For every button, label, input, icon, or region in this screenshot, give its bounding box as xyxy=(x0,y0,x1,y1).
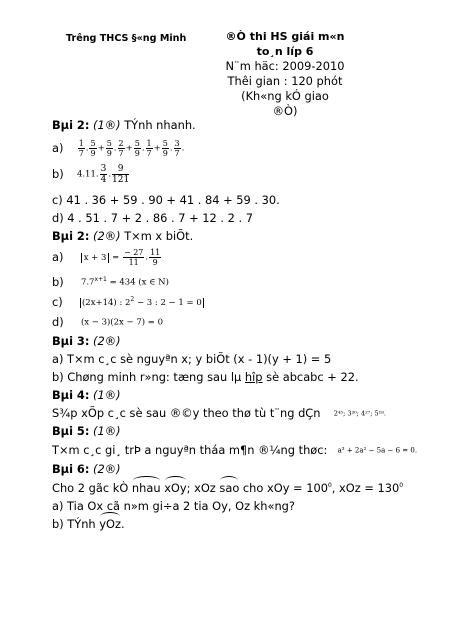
q1-c: c) 41 . 36 + 59 . 90 + 41 . 84 + 59 . 30. xyxy=(52,193,280,207)
q6-line1: Cho 2 gãc kÒ nhau xOy; xOz sao cho xOy = $100^0$, xOz = $130^0$ xyxy=(52,481,404,495)
exam-header xyxy=(215,29,355,119)
time-limit: Thêi gian : 120 phót (Kh«ng kÓ giao xyxy=(227,74,343,103)
q3-b: b) Chøng minh r»ng: tæng sau lµ hîp sè abcabc + 22. xyxy=(52,370,359,384)
q6-b: b) TÝnh yOz. xyxy=(52,517,125,531)
q6-a: a) Tia Ox cã n»m gi÷a 2 tia Oy, Oz kh«ng? xyxy=(52,499,295,513)
time-limit-cont: ®Ò) xyxy=(272,104,298,118)
school-year: N¨m häc: 2009-2010 xyxy=(225,59,345,73)
q4-heading: Bµi 4: (1®) xyxy=(52,388,121,402)
q3-a: a) T×m c¸c sè nguyªn x; y biÕt (x - 1)(y + 1) = 5 xyxy=(52,352,332,366)
q2-heading: Bµi 2: (2®) T×m x biÕt. xyxy=(52,229,194,243)
q5-text: T×m c¸c gi¸ trÞ a nguyªn tháa m¶n ®¼ng thøc: a³ + 2a² − 5a − 6 = 0. xyxy=(52,443,418,457)
q1-d: d) 4 . 51 . 7 + 2 . 86 . 7 + 12 . 2 . 7 xyxy=(52,211,254,225)
q2-c: c) (2x+14) : $2^2 - 3$ : 2 − 1 = 0 xyxy=(52,295,202,309)
q2-a: a) x + 3 = $\frac{- 27}{11}$ . $\frac{11}{9}$ xyxy=(52,248,161,267)
q2-b: b) $7.7^{x+1} = 434$ (x ∈ N) xyxy=(52,275,169,289)
q3-heading: Bµi 3: (2®) xyxy=(52,334,121,348)
q5-heading: Bµi 5: (1®) xyxy=(52,424,121,438)
q1-heading: Bµi 2: (1®) TÝnh nhanh. xyxy=(52,118,196,132)
q2-d: d) (x − 3)(2x − 7) = 0 xyxy=(52,315,163,329)
school-name: Trêng THCS §«ng Minh xyxy=(66,33,187,44)
exam-title: ®Ò thi HS giái m«n to¸n líp 6 xyxy=(225,30,345,58)
q1-a: a) $\frac{1}{7}$ . $\frac{5}{9}$ + $\frac{5}{9}$ . $\frac{2}{7}$ + $\frac{5}{9}$ . $\frac{1}{7}$ + $\frac{5}{9}$ . $\frac{3}{7}$ . xyxy=(52,139,185,158)
q6-heading: Bµi 6: (2®) xyxy=(52,462,121,476)
q4-text: S¾p xÕp c¸c sè sau ®©y theo thø tù t¨ng dÇn 2⁴⁵; 3³⁰; 4²⁷; 5¹⁸. xyxy=(52,406,386,420)
q1-b: b) 4.11. $\frac{3}{4}$ . $\frac{9}{121}$ xyxy=(52,164,130,185)
